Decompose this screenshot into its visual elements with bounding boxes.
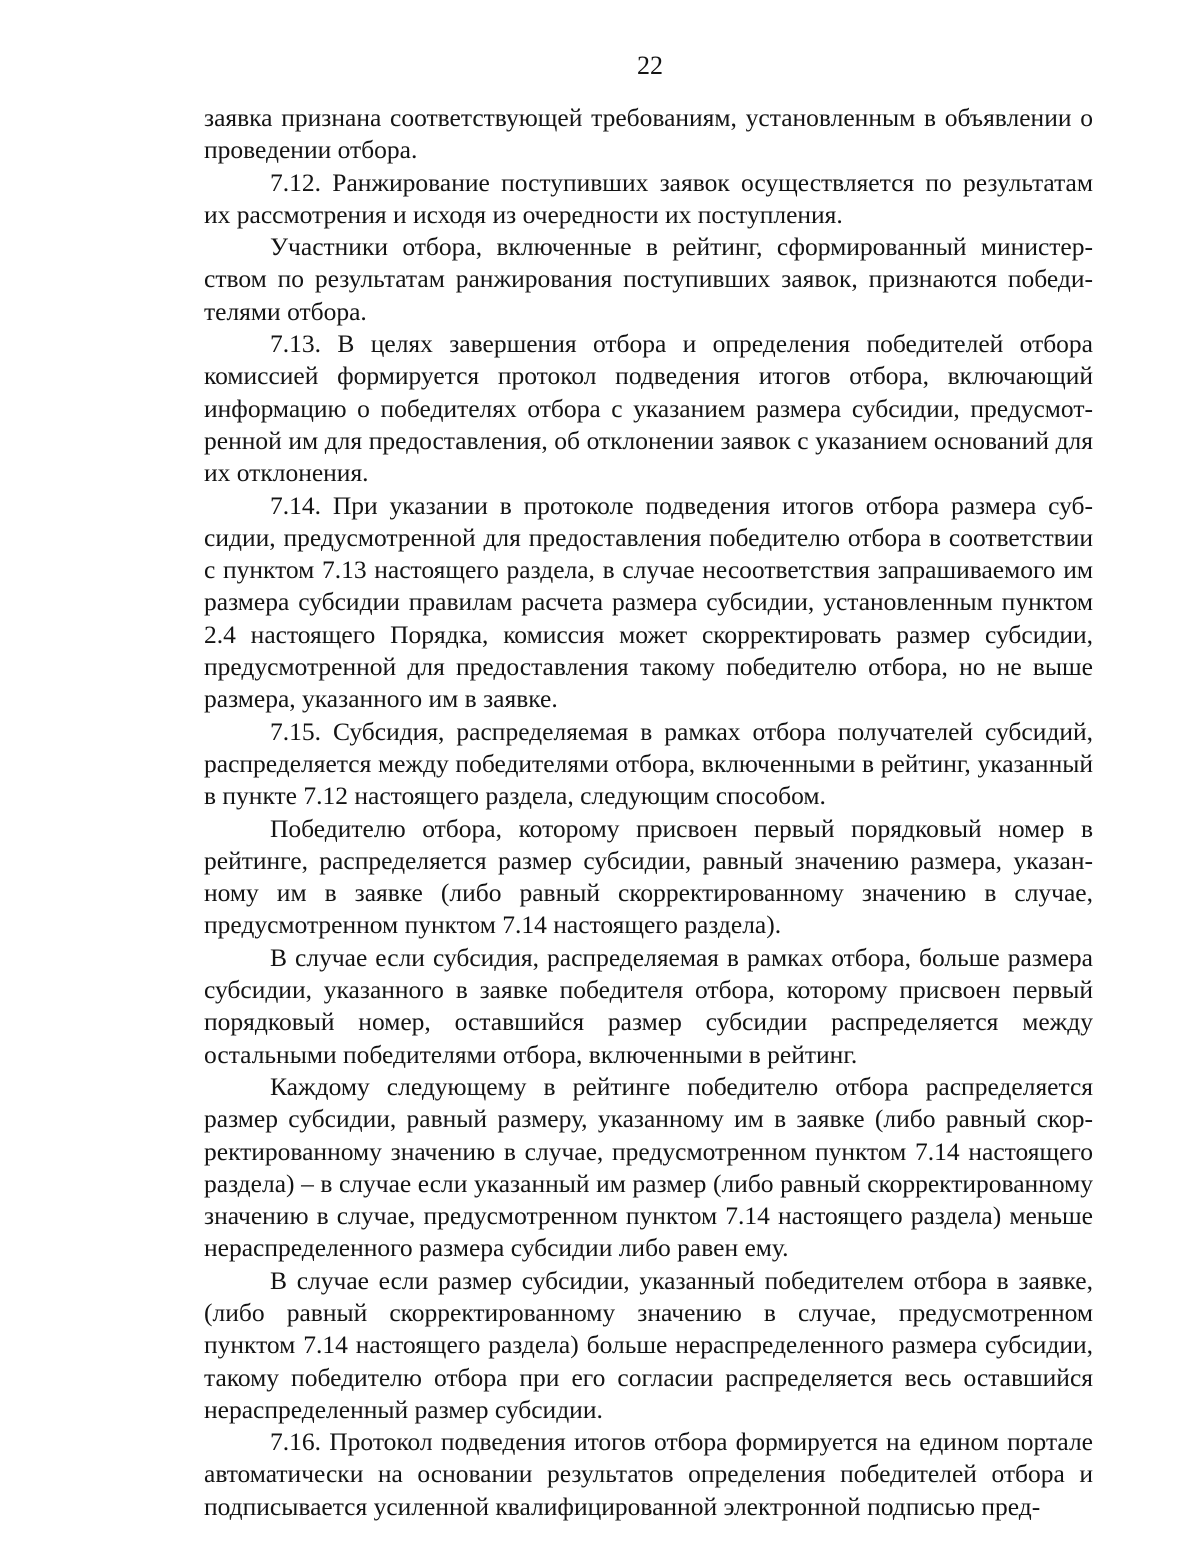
paragraph-participants-rating: Участники отбора, включенные в рейтинг, сформированный министерством по результатам ранжирования поступивших заявок, признаются победителями отбора. bbox=[204, 232, 1093, 326]
paragraph-7-13: 7.13. В целях завершения отбора и определения победителей отбора комиссией формируется протокол подведения итогов отбора, включающий информацию о победителях отбора с указанием размера субсидии, предусмотренной им для предоставления, об отклонении заявок с указанием оснований для их отклонения. bbox=[204, 329, 1093, 488]
page-number: 22 bbox=[637, 51, 663, 80]
paragraph-each-next-winner: Каждому следующему в рейтинге победителю отбора распределяется размер субсидии, равный размеру, указанному им в заявке (либо равный скорректированному значению в случае, предусмотренном пунктом 7.14 настоящего раздела) – в случае если указанный им размер (либо равный скорректированному значению в случае, предусмотренном пунктом 7.14 настоящего раздела) меньше нераспределенного размера субсидии либо равен ему. bbox=[204, 1071, 1093, 1263]
paragraph-exceeding-amount: В случае если размер субсидии, указанный победителем отбора в заявке, (либо равный скорректированному значению в случае, предусмотренном пунктом 7.14 настоящего раздела) больше нераспределенного размера субсидии, такому победителю отбора при его согласии распределяется весь оставшийся нераспределенный размер субсидии. bbox=[204, 1265, 1093, 1424]
document-body bbox=[204, 102, 1093, 1523]
paragraph-continuation: заявка признана соответствующей требованиям, установленным в объявлении о проведении отбора. bbox=[204, 103, 1093, 165]
paragraph-remaining-subsidy: В случае если субсидия, распределяемая в рамках отбора, больше размера субсидии, указанного в заявке победителя отбора, которому присвоен первый порядковый номер, оставшийся размер субсидии распределяется между остальными победителями отбора, включенными в рейтинг. bbox=[204, 942, 1093, 1069]
paragraph-first-winner: Победителю отбора, которому присвоен первый порядковый номер в рейтинге, распределяется размер субсидии, равный значению размера, указанному им в заявке (либо равный скорректированному значению в случае, предусмотренном пунктом 7.14 настоящего раздела). bbox=[204, 813, 1093, 940]
paragraph-7-15: 7.15. Субсидия, распределяемая в рамках отбора получателей субсидий, распределяется между победителями отбора, включенными в рейтинг, указанный в пункте 7.12 настоящего раздела, следующим способом. bbox=[204, 716, 1093, 811]
paragraph-7-16: 7.16. Протокол подведения итогов отбора формируется на едином портале автоматически на основании результатов определения победителей отбора и подписывается усиленной квалифицированной электронной подписью пред- bbox=[204, 1427, 1093, 1521]
paragraph-7-14: 7.14. При указании в протоколе подведения итогов отбора размера субсидии, предусмотренной для предоставления победителю отбора в соответствии с пунктом 7.13 настоящего раздела, в случае несоответствия запрашиваемого им размера субсидии правилам расчета размера субсидии, установленным пунктом 2.4 настоящего Порядка, комиссия может скорректировать размер субсидии, предусмотренной для предоставления такому победителю отбора, но не выше размера, указанного им в заявке. bbox=[204, 490, 1093, 714]
paragraph-7-12: 7.12. Ранжирование поступивших заявок осуществляется по результатам их рассмотрения и исходя из очередности их поступления. bbox=[204, 167, 1093, 229]
